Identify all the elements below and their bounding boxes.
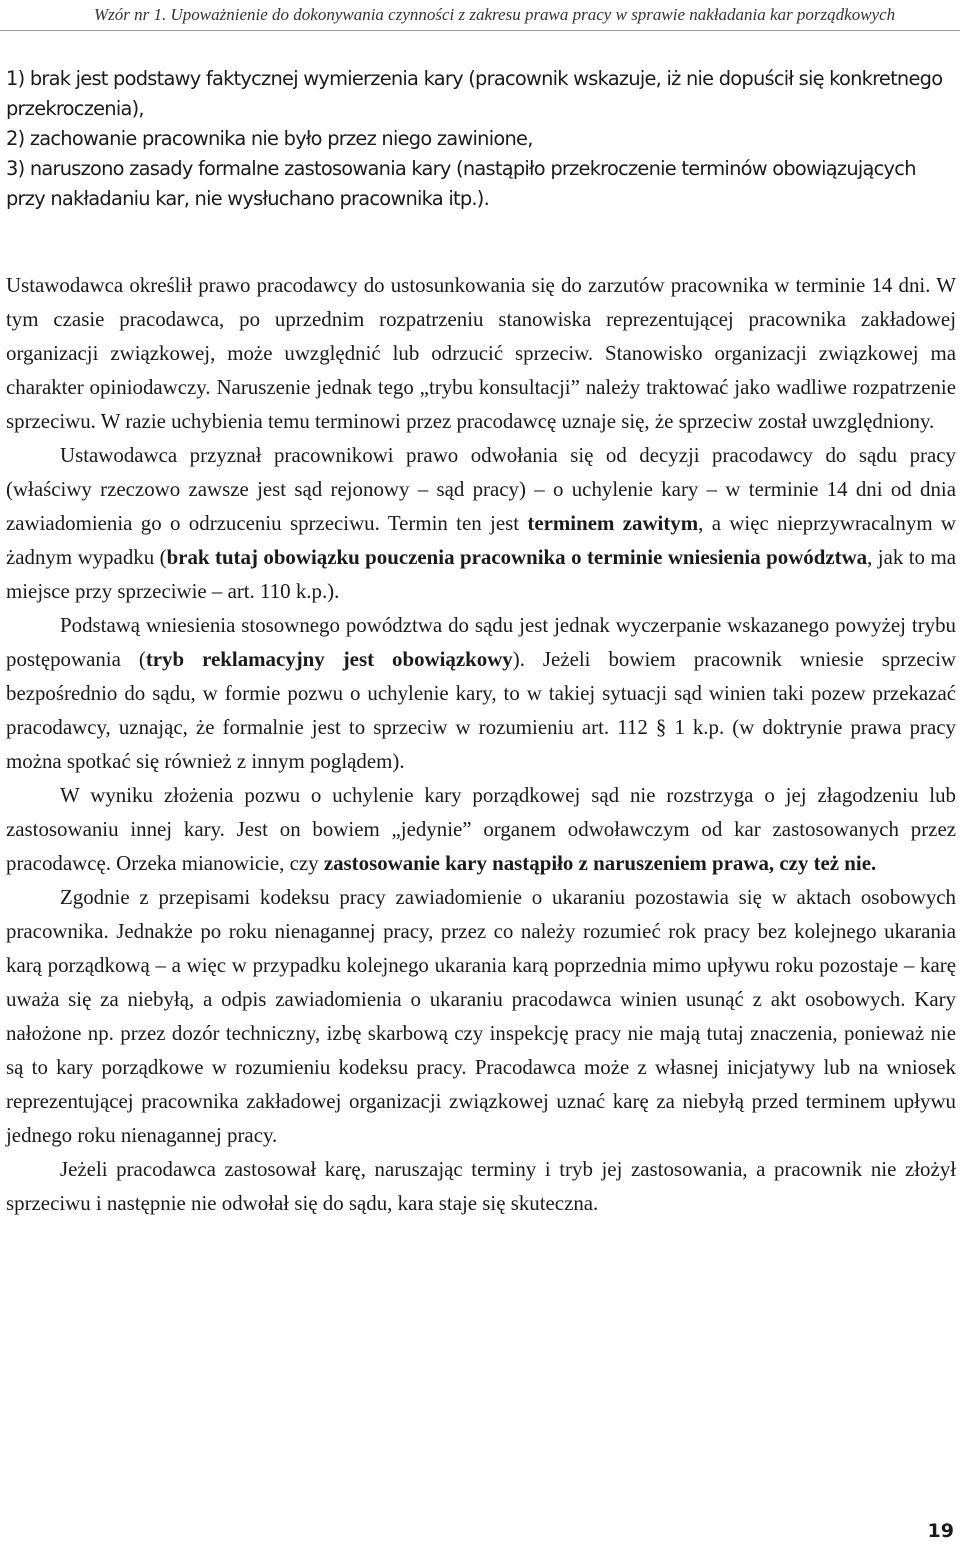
- objection-reasons-list: [6, 64, 956, 214]
- paragraph-personal-files: Zgodnie z przepisami kodeksu pracy zawiadomienie o ukaraniu pozostawia się w aktach osobowych pracownika. Jednakże po roku nienagannej pracy, przez co należy rozumieć rok pracy bez kolejnego ukarania karą porządkową – a więc w przypadku kolejnego ukarania karą poprzednia mimo upływu roku pozostaje – karę uważa się za niebyłą, a odpis zawiadomienia o ukaraniu pracodawca winien usunąć z akt osobowych. Kary nałożone np. przez dozór techniczny, izbę skarbową czy inspekcję pracy nie mają tutaj znaczenia, ponieważ nie są to kary porządkowe w rozumieniu kodeksu pracy. Pracodawca może z własnej inicjatywy lub na wniosek reprezentującej pracownika zakładowej organizacji związkowej uznać karę za niebyłą przed terminem upływu jednego roku nienagannej pracy.: [6, 885, 956, 1147]
- text-run: , jak to ma miejsce przy sprzeciwie – art. 110 k.p.).: [6, 545, 956, 603]
- running-header: [94, 4, 944, 26]
- text-run: , a więc nieprzywracalnym w żadnym wypadku (: [6, 511, 956, 569]
- text-run: Podstawą wniesienia stosownego powództwa do sądu jest jednak wyczerpanie wskazanego powyżej trybu postępowania (: [6, 613, 956, 671]
- paragraph-court-appeal: [6, 438, 956, 608]
- list-item: 3) naruszono zasady formalne zastosowania kary (nastąpiło przekroczenie terminów obowiązujących przy nakładaniu kar, nie wysłuchano pracownika itp.).: [6, 157, 916, 210]
- paragraph-procedure: [6, 608, 956, 778]
- bold-mandatory-mode: tryb reklamacyjny jest obowiązkowy: [145, 647, 513, 671]
- bold-ruling-scope: zastosowanie kary nastąpiło z naruszeniem prawa, czy też nie.: [323, 851, 877, 875]
- bold-term-deadline: terminem zawitym: [527, 511, 699, 535]
- text-run: ). Jeżeli bowiem pracownik wniesie sprzeciw bezpośrednio do sądu, w formie pozwu o uchylenie kary, to w takiej sytuacji sąd winien taki pozew przekazać pracodawcy, uznając, że formalnie jest to sprzeciw w rozumieniu art. 112 § 1 k.p. (w doktrynie prawa pracy można spotkać się również z innym poglądem).: [6, 647, 956, 773]
- paragraph-effective-penalty: Jeżeli pracodawca zastosował karę, naruszając terminy i tryb jej zastosowania, a pracownik nie złożył sprzeciwu i następnie nie odwołał się do sądu, kara staje się skuteczna.: [6, 1157, 956, 1215]
- header-rule: [0, 30, 960, 31]
- bold-no-instruction: brak tutaj obowiązku pouczenia pracownika o terminie wniesienia powództwa: [166, 545, 868, 569]
- paragraph-employer-response: Ustawodawca określił prawo pracodawcy do ustosunkowania się do zarzutów pracownika w terminie 14 dni. W tym czasie pracodawca, po uprzednim rozpatrzeniu stanowiska reprezentującej pracownika zakładowej organizacji związkowej, może uwzględnić lub odrzucić sprzeciw. Stanowisko organizacji związkowej ma charakter opiniodawczy. Naruszenie jednak tego „trybu konsultacji” należy traktować jako wadliwe rozpatrzenie sprzeciwu. W razie uchybienia temu terminowi przez pracodawcę uznaje się, że sprzeciw został uwzględniony.: [6, 273, 956, 433]
- list-item: 1) brak jest podstawy faktycznej wymierzenia kary (pracownik wskazuje, iż nie dopuścił się konkretnego przekroczenia),: [6, 67, 943, 120]
- header-text: Wzór nr 1. Upoważnienie do dokonywania czynności z zakresu prawa pracy w sprawie nakładania kar porządkowych: [94, 5, 896, 24]
- list-item: 2) zachowanie pracownika nie było przez niego zawinione,: [6, 127, 533, 150]
- text-run: W wyniku złożenia pozwu o uchylenie kary porządkowej sąd nie rozstrzyga o jej złagodzeniu lub zastosowaniu innej kary. Jest on bowiem „jedynie” organem odwoławczym od kar zastosowanych przez pracodawcę. Orzeka mianowicie, czy: [6, 783, 956, 875]
- paragraph-court-ruling: [6, 778, 956, 880]
- text-run: Ustawodawca przyznał pracownikowi prawo odwołania się od decyzji pracodawcy do sądu pracy (właściwy rzeczowo zawsze jest sąd rejonowy – sąd pracy) – o uchylenie kary – w terminie 14 dni od dnia zawiadomienia go o odrzuceniu sprzeciwu. Termin ten jest: [6, 443, 956, 535]
- page-number: 19: [927, 1520, 954, 1542]
- body-text: [6, 268, 956, 1220]
